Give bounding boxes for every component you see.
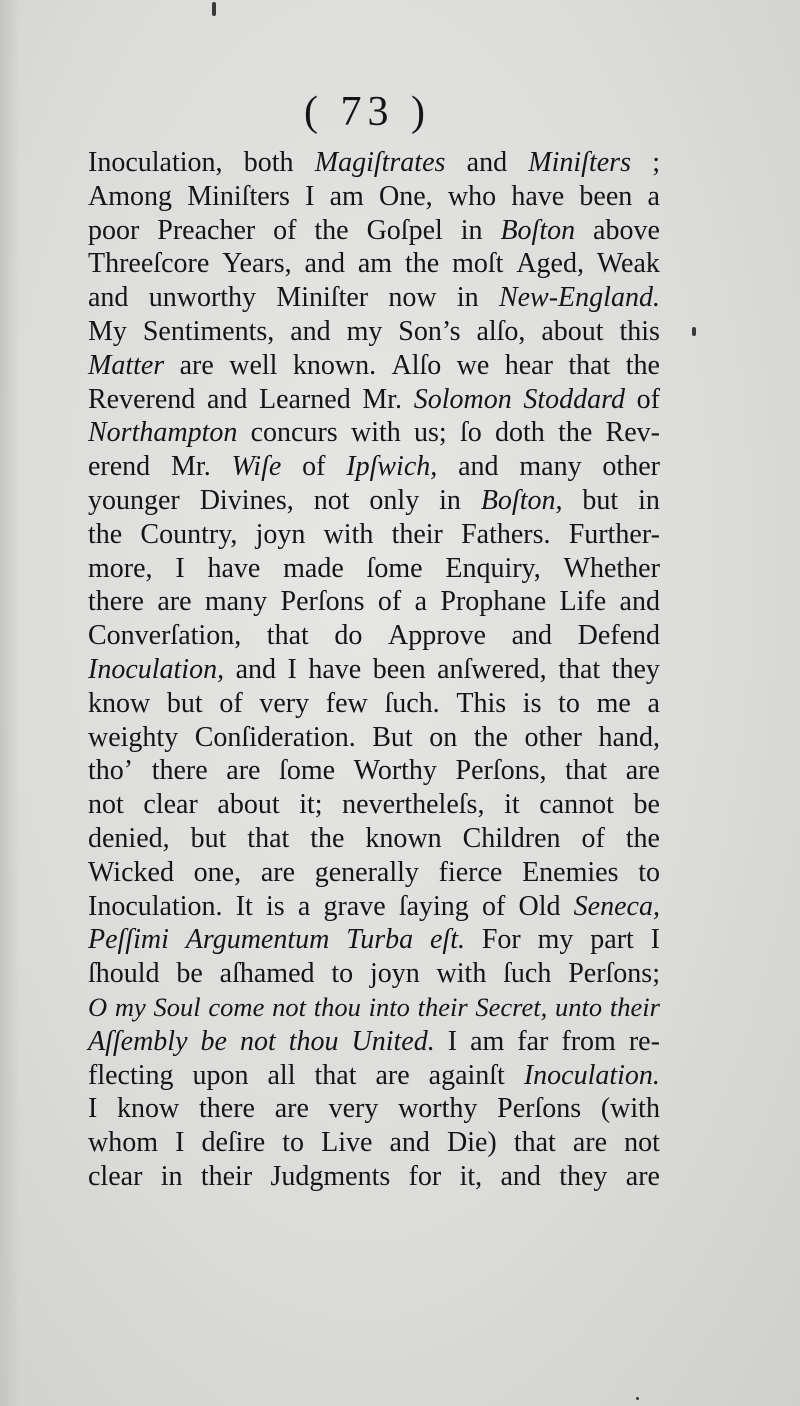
word: Years, bbox=[222, 248, 292, 280]
word: from bbox=[561, 1025, 616, 1057]
word: Conſideration. bbox=[194, 721, 356, 753]
word: Country, bbox=[140, 518, 238, 550]
text-line bbox=[88, 247, 660, 281]
word: Turba bbox=[346, 924, 414, 956]
word: and bbox=[511, 620, 552, 652]
word: Aſſembly bbox=[88, 1025, 188, 1057]
word: far bbox=[517, 1025, 549, 1057]
word: in bbox=[439, 484, 461, 516]
word: to bbox=[331, 958, 354, 990]
word: about bbox=[217, 789, 280, 821]
word: are bbox=[375, 1059, 410, 1091]
text-line bbox=[88, 315, 660, 349]
word: it; bbox=[299, 789, 323, 821]
word: for bbox=[408, 1160, 442, 1192]
word: Perſons, bbox=[455, 755, 547, 787]
word: Ipſwich, bbox=[346, 451, 438, 483]
word: Die) bbox=[446, 1127, 497, 1159]
word: my bbox=[114, 991, 146, 1022]
word: of bbox=[636, 383, 660, 415]
word: unworthy bbox=[148, 282, 257, 314]
word: know bbox=[117, 1093, 180, 1125]
word: very bbox=[328, 1093, 379, 1125]
word: Mr. bbox=[362, 383, 403, 415]
word: For bbox=[481, 924, 521, 956]
word: unto bbox=[555, 991, 603, 1022]
word: there bbox=[151, 755, 208, 787]
word: Divines, bbox=[199, 484, 294, 516]
word: with bbox=[323, 518, 374, 550]
text-line bbox=[88, 450, 660, 484]
word: Approve bbox=[387, 620, 486, 652]
word: and bbox=[500, 1160, 541, 1192]
word: alſo, bbox=[476, 315, 526, 347]
word: erend bbox=[88, 451, 151, 483]
word: my bbox=[537, 924, 574, 956]
word: into bbox=[368, 991, 410, 1022]
text-line bbox=[88, 991, 660, 1025]
word: Wiſe bbox=[231, 451, 282, 483]
text-line bbox=[88, 653, 660, 687]
word: Defend bbox=[577, 620, 660, 652]
word: joyn bbox=[255, 518, 306, 550]
text-line bbox=[88, 687, 660, 721]
word: all bbox=[267, 1059, 296, 1091]
word: generally bbox=[314, 856, 419, 888]
word: re- bbox=[628, 1025, 660, 1057]
word: I bbox=[287, 653, 297, 685]
word: O bbox=[88, 991, 108, 1022]
word: Live bbox=[321, 1127, 373, 1159]
word: Goſpel bbox=[366, 214, 443, 246]
word: deſire bbox=[201, 1127, 266, 1159]
word: us; bbox=[414, 417, 447, 449]
word: come bbox=[208, 991, 265, 1022]
word: their bbox=[417, 991, 468, 1022]
word: that bbox=[565, 755, 608, 787]
word: Solomon bbox=[413, 383, 512, 415]
word: few bbox=[325, 687, 368, 719]
word: with bbox=[436, 958, 487, 990]
word: are bbox=[179, 349, 214, 381]
text-line bbox=[88, 890, 660, 924]
word: and bbox=[235, 653, 277, 685]
word: and bbox=[206, 383, 248, 415]
word: there bbox=[199, 1093, 255, 1125]
word: It bbox=[235, 890, 253, 922]
word: but bbox=[166, 687, 203, 719]
word: hand, bbox=[598, 721, 660, 753]
text-line bbox=[88, 856, 660, 890]
word: ſuch bbox=[503, 958, 552, 990]
word: who bbox=[447, 180, 497, 212]
word: Wicked bbox=[88, 856, 174, 888]
word: Northampton bbox=[88, 417, 238, 449]
word: ; bbox=[652, 147, 660, 178]
word: am bbox=[470, 1025, 505, 1057]
word: This bbox=[456, 687, 507, 719]
body-text bbox=[88, 146, 660, 1194]
word: to bbox=[282, 1127, 305, 1159]
word: Son’s bbox=[398, 315, 461, 347]
word: Aged, bbox=[516, 248, 584, 280]
word: me bbox=[596, 687, 631, 719]
word: concurs bbox=[250, 417, 338, 449]
word: the bbox=[404, 248, 440, 280]
word: Life bbox=[559, 586, 607, 618]
word: it, bbox=[459, 1160, 483, 1192]
word: Enquiry, bbox=[445, 552, 541, 584]
word: Rev- bbox=[605, 417, 660, 449]
word: to bbox=[638, 856, 660, 888]
word: both bbox=[243, 147, 294, 178]
word: Inoculation. bbox=[88, 890, 223, 922]
word: more, bbox=[88, 552, 153, 584]
word: cannot bbox=[539, 789, 614, 821]
word: denied, bbox=[88, 822, 170, 854]
word: Perſons; bbox=[568, 958, 660, 990]
word: Judgments bbox=[270, 1160, 391, 1192]
word: about bbox=[541, 315, 604, 347]
word: the bbox=[88, 518, 123, 550]
word: ſaying bbox=[398, 890, 469, 922]
word: Soul bbox=[153, 991, 201, 1022]
word: Matter bbox=[88, 349, 165, 381]
text-line bbox=[88, 214, 660, 248]
word: thou bbox=[288, 1025, 339, 1057]
word: have bbox=[308, 653, 362, 685]
word: and bbox=[389, 1127, 430, 1159]
word: am bbox=[329, 180, 364, 212]
word: known. bbox=[292, 349, 377, 381]
word: Fathers. bbox=[461, 518, 551, 550]
word: Whether bbox=[563, 552, 660, 584]
word: not bbox=[313, 484, 350, 516]
word: But bbox=[372, 721, 413, 753]
word: only bbox=[369, 484, 420, 516]
word: not bbox=[272, 991, 306, 1022]
word: Miniſters bbox=[528, 147, 631, 178]
word: ſuch. bbox=[384, 687, 440, 719]
word: Secret, bbox=[475, 991, 548, 1022]
text-line bbox=[88, 754, 660, 788]
text-line bbox=[88, 822, 660, 856]
text-line bbox=[88, 957, 660, 991]
word: moſt bbox=[452, 248, 504, 280]
text-line bbox=[88, 1059, 660, 1093]
word: and bbox=[304, 248, 345, 280]
text-line bbox=[88, 383, 660, 417]
word: and bbox=[619, 586, 660, 618]
word: are bbox=[260, 856, 296, 888]
word: that bbox=[266, 620, 309, 652]
word: Perſons bbox=[280, 586, 365, 618]
word: we bbox=[456, 349, 490, 381]
word: on bbox=[429, 721, 458, 753]
word: upon bbox=[192, 1059, 249, 1091]
word: flecting bbox=[88, 1059, 174, 1091]
word: againſt bbox=[428, 1059, 505, 1091]
word: very bbox=[259, 687, 310, 719]
word: Threeſcore bbox=[88, 248, 210, 280]
word: but bbox=[582, 484, 619, 516]
word: are bbox=[625, 755, 660, 787]
word: Converſation, bbox=[88, 620, 242, 652]
word: New-England. bbox=[498, 282, 660, 314]
word: are bbox=[274, 1093, 309, 1125]
text-line bbox=[88, 1126, 660, 1160]
word: that bbox=[513, 1127, 556, 1159]
word: I bbox=[175, 552, 185, 584]
word: joyn bbox=[369, 958, 420, 990]
text-line bbox=[88, 585, 660, 619]
word: in bbox=[456, 282, 479, 314]
word: part bbox=[590, 924, 634, 956]
word: but bbox=[190, 822, 227, 854]
word: that bbox=[568, 349, 611, 381]
word: of bbox=[273, 214, 297, 246]
word: there bbox=[88, 586, 144, 618]
word: are bbox=[625, 1160, 660, 1192]
word: many bbox=[519, 451, 582, 483]
word: I bbox=[88, 1093, 98, 1125]
word: been bbox=[579, 180, 633, 212]
word: Stoddard bbox=[523, 383, 625, 415]
word: and bbox=[290, 315, 331, 347]
word: of bbox=[481, 890, 506, 922]
word: doth bbox=[495, 417, 545, 449]
word: Sentiments, bbox=[142, 315, 275, 347]
word: United. bbox=[351, 1025, 435, 1057]
word: the bbox=[625, 822, 660, 854]
word: that bbox=[558, 653, 601, 685]
word: they bbox=[559, 1160, 608, 1192]
word: eſt. bbox=[430, 924, 465, 956]
word: be bbox=[176, 958, 203, 990]
word: of bbox=[581, 822, 605, 854]
word: I bbox=[305, 180, 315, 212]
word: in bbox=[638, 484, 660, 516]
ink-speck bbox=[212, 2, 216, 16]
word: the bbox=[473, 721, 508, 753]
text-line bbox=[88, 349, 660, 383]
word: Seneca, bbox=[573, 890, 660, 922]
word: Peſſimi bbox=[88, 924, 169, 956]
word: many bbox=[204, 586, 268, 618]
word: (with bbox=[600, 1093, 660, 1125]
page-number: ( 73 ) bbox=[304, 89, 431, 135]
word: I bbox=[650, 924, 660, 956]
word: ſhould bbox=[88, 958, 160, 990]
word: the bbox=[625, 349, 660, 381]
word: Inoculation, bbox=[88, 147, 223, 178]
word: Boſton, bbox=[480, 484, 563, 516]
page-edge-shadow bbox=[0, 0, 20, 1406]
word: I bbox=[447, 1025, 458, 1057]
word: my bbox=[346, 315, 383, 347]
ink-speck bbox=[636, 1397, 639, 1400]
word: have bbox=[511, 180, 565, 212]
word: well bbox=[229, 349, 278, 381]
word: in bbox=[460, 214, 483, 246]
word: ſo bbox=[459, 417, 482, 449]
word: know bbox=[88, 687, 151, 719]
word: Miniſters bbox=[187, 180, 290, 212]
word: with bbox=[350, 417, 401, 449]
word: a bbox=[647, 687, 660, 719]
word: Among bbox=[88, 180, 172, 212]
word: above bbox=[593, 214, 660, 246]
text-line bbox=[88, 180, 660, 214]
word: is bbox=[522, 687, 542, 719]
word: been bbox=[372, 653, 426, 685]
word: their bbox=[200, 1160, 253, 1192]
word: Further- bbox=[568, 518, 660, 550]
word: a bbox=[414, 586, 428, 618]
word: be bbox=[200, 1025, 227, 1057]
word: that bbox=[314, 1059, 357, 1091]
word: Prophane bbox=[440, 586, 547, 618]
word: I bbox=[175, 1127, 185, 1159]
word: Miniſter bbox=[276, 282, 369, 314]
word: the bbox=[558, 417, 593, 449]
word: One, bbox=[379, 180, 433, 212]
text-line bbox=[88, 1092, 660, 1126]
word: Alſo bbox=[391, 349, 442, 381]
text-line bbox=[88, 484, 660, 518]
word: not bbox=[624, 1127, 660, 1159]
word: one, bbox=[193, 856, 242, 888]
word: do bbox=[334, 620, 363, 652]
word: aſhamed bbox=[219, 958, 315, 990]
word: poor bbox=[88, 214, 140, 246]
word: the bbox=[310, 822, 345, 854]
text-line bbox=[88, 619, 660, 653]
word: clear bbox=[88, 1160, 143, 1192]
word: nevertheleſs, bbox=[342, 789, 485, 821]
word: not bbox=[88, 789, 124, 821]
word: are bbox=[226, 755, 261, 787]
word: a bbox=[297, 890, 311, 922]
word: in bbox=[160, 1160, 183, 1192]
word: Inoculation, bbox=[88, 653, 225, 685]
text-line bbox=[88, 281, 660, 315]
word: Magiſtrates bbox=[314, 147, 446, 178]
word: Boſton bbox=[500, 214, 576, 246]
word: Old bbox=[518, 890, 561, 922]
word: Weak bbox=[596, 248, 660, 280]
word: known bbox=[365, 822, 442, 854]
word: other bbox=[524, 721, 582, 753]
word: Argumentum bbox=[185, 924, 330, 956]
word: of bbox=[302, 451, 326, 483]
word: and bbox=[88, 282, 129, 314]
word: it bbox=[504, 789, 520, 821]
word: younger bbox=[88, 484, 180, 516]
word: the bbox=[314, 214, 349, 246]
word: Children bbox=[462, 822, 561, 854]
word: Mr. bbox=[171, 451, 211, 483]
word: tho’ bbox=[88, 755, 134, 787]
word: Perſons bbox=[497, 1093, 582, 1125]
word: thou bbox=[313, 991, 361, 1022]
word: are bbox=[572, 1127, 608, 1159]
word: hear bbox=[504, 349, 553, 381]
word: Worthy bbox=[353, 755, 437, 787]
word: they bbox=[611, 653, 660, 685]
word: Reverend bbox=[88, 383, 196, 415]
word: whom bbox=[88, 1127, 158, 1159]
text-line bbox=[88, 788, 660, 822]
word: Learned bbox=[259, 383, 351, 415]
word: a bbox=[647, 180, 660, 212]
word: Inoculation. bbox=[523, 1059, 660, 1091]
word: of bbox=[377, 586, 402, 618]
text-line bbox=[88, 1025, 660, 1059]
word: Preacher bbox=[157, 214, 256, 246]
text-line bbox=[88, 416, 660, 450]
word: worthy bbox=[398, 1093, 478, 1125]
word: is bbox=[265, 890, 285, 922]
text-line bbox=[88, 721, 660, 755]
text-line bbox=[88, 146, 660, 180]
text-line bbox=[88, 923, 660, 957]
word: ſome bbox=[279, 755, 336, 787]
word: clear bbox=[143, 789, 198, 821]
word: be bbox=[633, 789, 660, 821]
word: this bbox=[619, 315, 660, 347]
word: to bbox=[558, 687, 580, 719]
word: grave bbox=[323, 890, 386, 922]
word: other bbox=[602, 451, 660, 483]
word: their bbox=[609, 991, 660, 1022]
word: made bbox=[283, 552, 344, 584]
word: weighty bbox=[88, 721, 179, 753]
word: that bbox=[247, 822, 290, 854]
text-line bbox=[88, 1160, 660, 1194]
word: have bbox=[207, 552, 261, 584]
word: their bbox=[391, 518, 443, 550]
word: and bbox=[458, 451, 499, 483]
word: ſome bbox=[366, 552, 423, 584]
word: Enemies bbox=[522, 856, 619, 888]
ink-speck bbox=[692, 327, 696, 336]
text-line bbox=[88, 552, 660, 586]
word: My bbox=[88, 315, 127, 347]
word: not bbox=[239, 1025, 276, 1057]
word: of bbox=[219, 687, 243, 719]
word: anſwered, bbox=[437, 653, 547, 685]
word: and bbox=[466, 147, 508, 178]
word: now bbox=[388, 282, 437, 314]
word: am bbox=[357, 248, 393, 280]
word: are bbox=[157, 586, 192, 618]
text-line bbox=[88, 518, 660, 552]
word: fierce bbox=[438, 856, 503, 888]
